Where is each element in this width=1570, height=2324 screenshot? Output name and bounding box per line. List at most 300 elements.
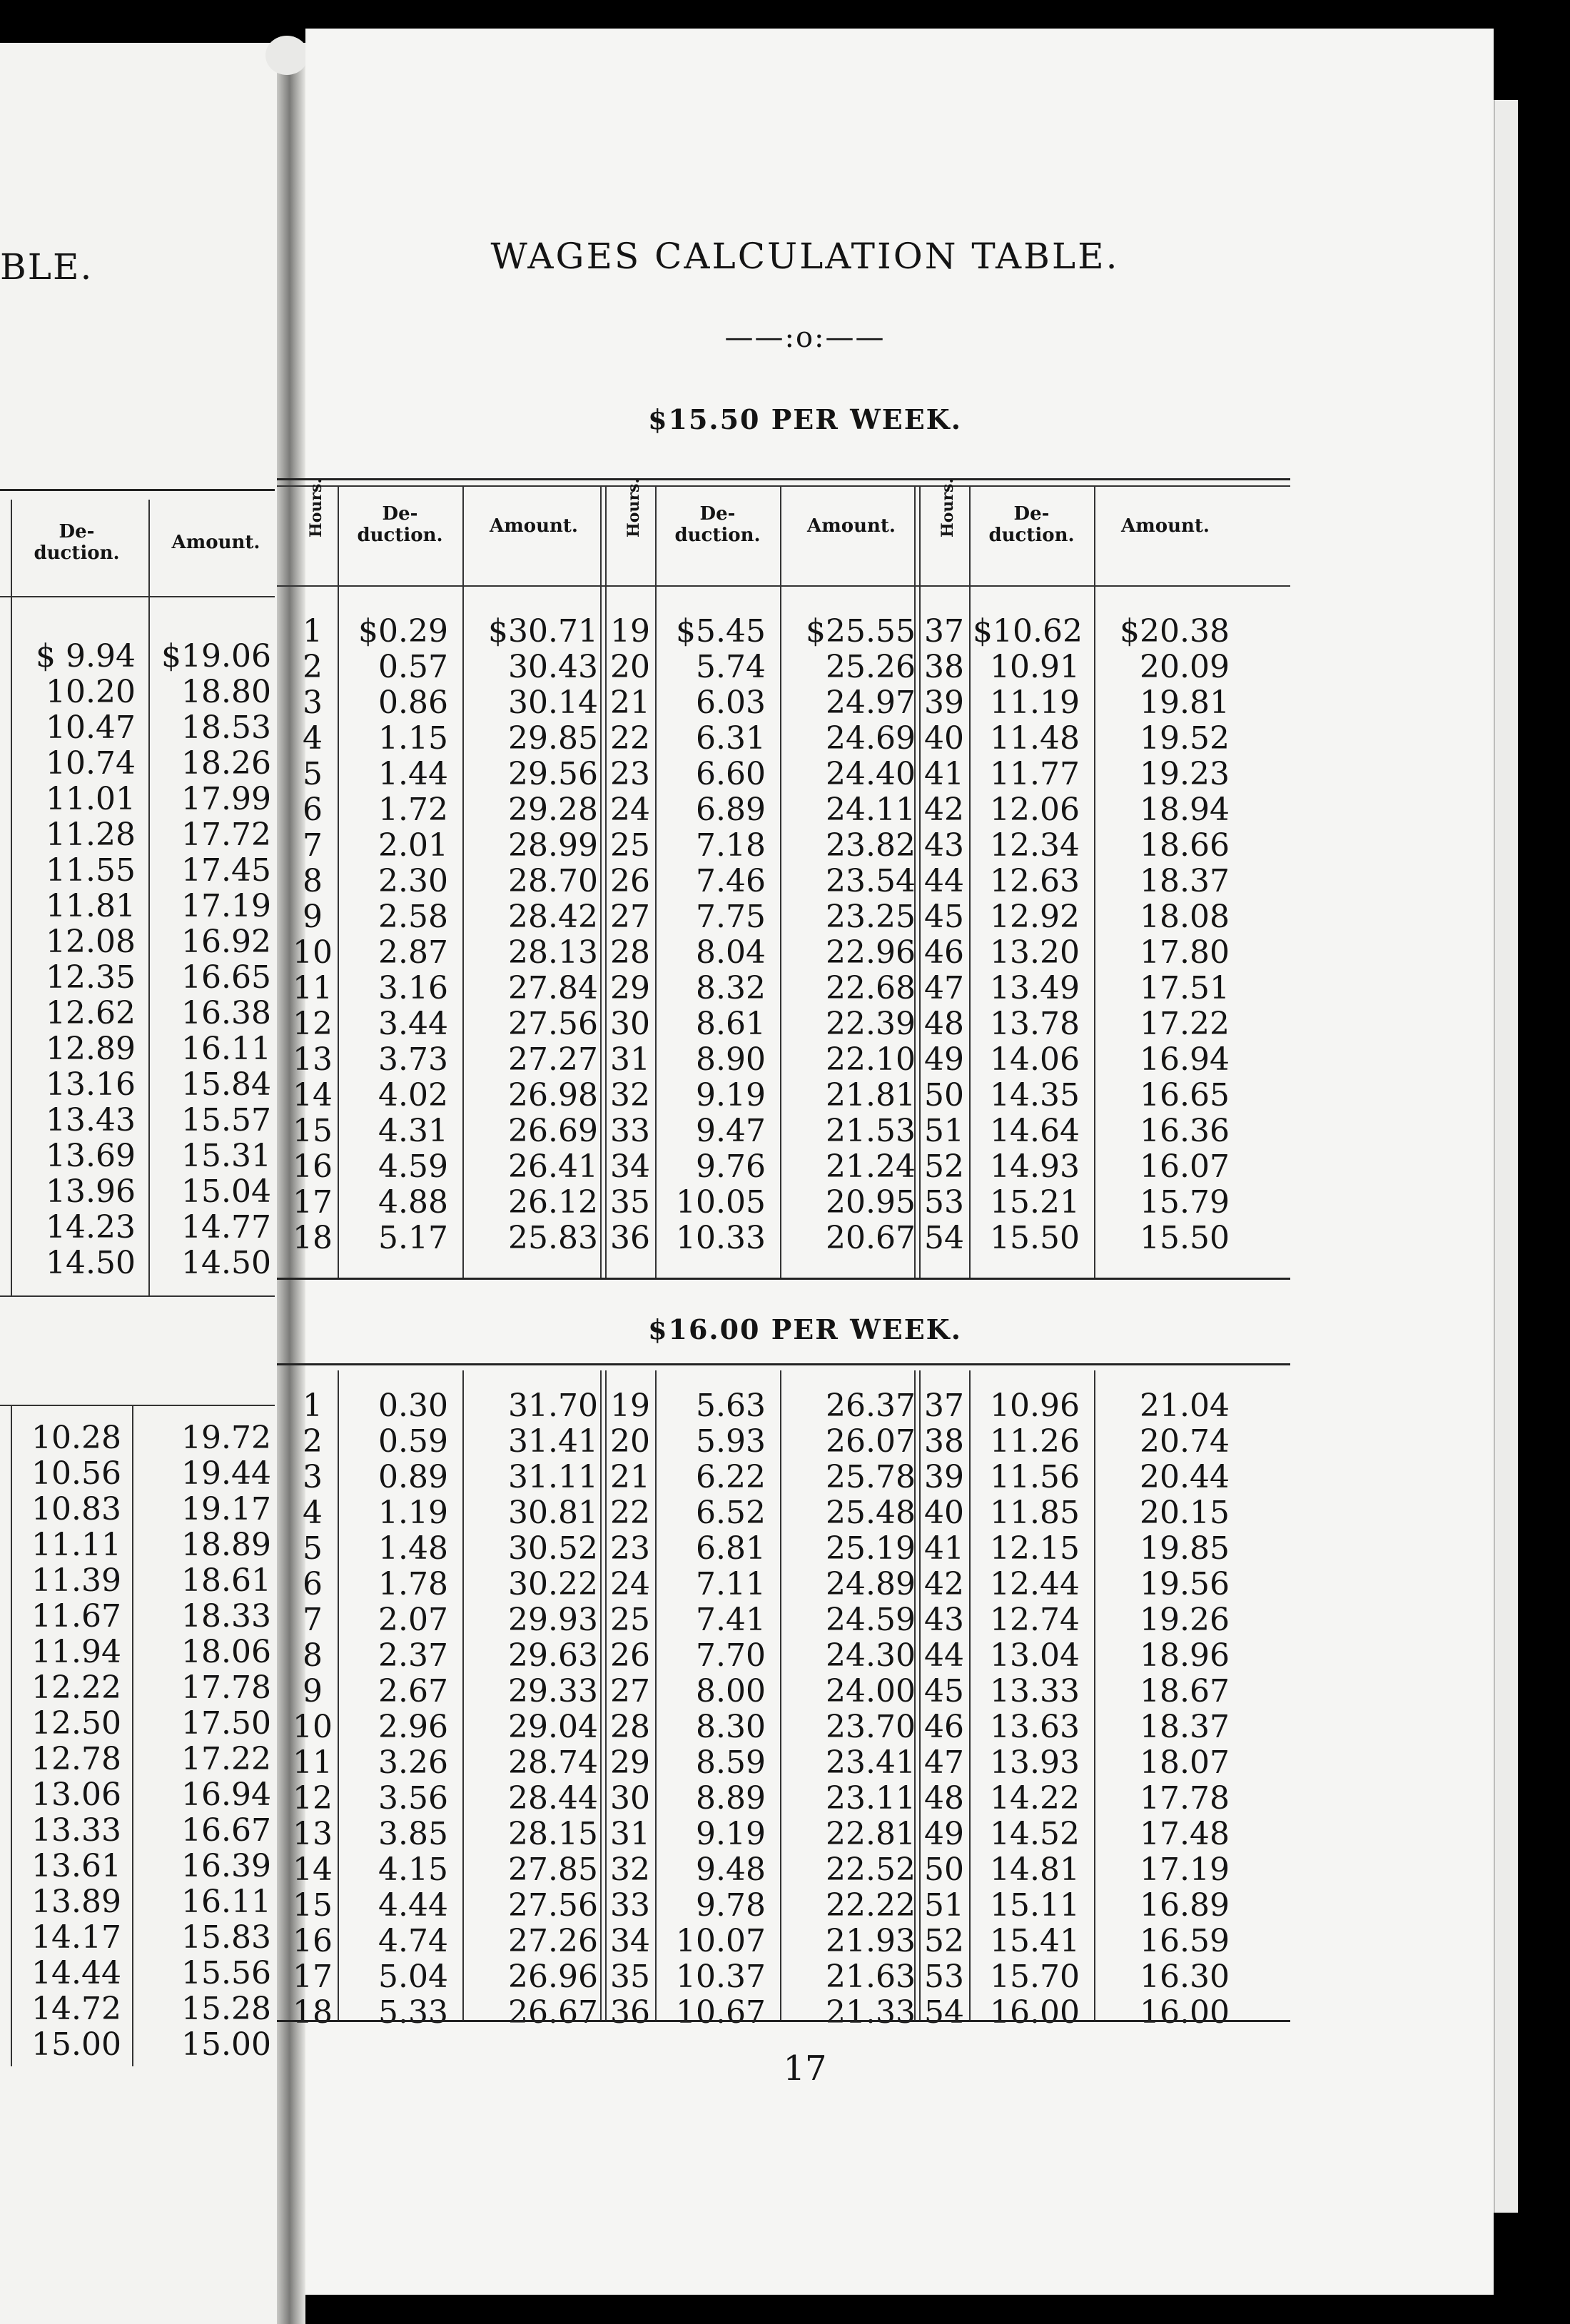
table-cell: 14.44: [31, 1955, 121, 1991]
table-cell: 12.74: [990, 1602, 1080, 1638]
table-cell: 2.01: [378, 827, 448, 864]
left-header-amount: Amount.: [171, 532, 260, 553]
table-cell: 3.26: [378, 1744, 448, 1781]
table-cell: 20: [610, 1423, 650, 1460]
left-header-rule: [0, 596, 275, 597]
table-cell: 11.01: [46, 781, 136, 817]
table-cell: 2.30: [378, 863, 448, 899]
table-cell: 10: [293, 1709, 333, 1745]
table-cell: 4: [303, 720, 323, 757]
table-cell: 18.96: [1140, 1637, 1230, 1674]
table-cell: 10.96: [990, 1388, 1080, 1424]
table-cell: 25.19: [826, 1530, 916, 1567]
table-cell: 29: [610, 1744, 650, 1781]
table-cell: 15.00: [31, 2026, 121, 2063]
table-cell: 20.44: [1140, 1459, 1230, 1495]
table-cell: 8: [303, 863, 323, 899]
table-cell: 46: [924, 934, 964, 971]
table-cell: 0.30: [378, 1388, 448, 1424]
hours-column: [291, 614, 334, 1256]
table-cell: 23.54: [826, 863, 916, 899]
table-cell: 0.57: [378, 649, 448, 685]
table-cell: 17: [293, 1184, 333, 1221]
table-cell: 15.50: [1140, 1220, 1230, 1256]
table-cell: 15.41: [990, 1923, 1080, 1959]
header-amount: Amount.: [490, 515, 578, 537]
table-cell: 19.26: [1140, 1602, 1230, 1638]
table-cell: 3: [303, 684, 323, 721]
table-cell: 2.96: [378, 1709, 448, 1745]
table-cell: 12.22: [31, 1669, 121, 1706]
table-cell: 9.19: [696, 1077, 766, 1113]
hours-column: [609, 1388, 652, 2031]
table-cell: 22.10: [826, 1041, 916, 1078]
table-cell: 18.07: [1140, 1744, 1230, 1781]
table-cell: 30.43: [508, 649, 598, 685]
table-top-rule: [277, 1363, 1290, 1365]
table-header-rule: [277, 585, 1290, 587]
deduction-column: [973, 1388, 1080, 2031]
table-bottom-rule: [277, 2020, 1290, 2022]
table-cell: 10.20: [46, 674, 136, 710]
table-cell: 4.15: [378, 1851, 448, 1888]
table-cell: 40: [924, 720, 964, 757]
table-cell: 13.96: [46, 1173, 136, 1210]
table-cell: 29.28: [508, 792, 598, 828]
table-cell: 51: [924, 1113, 964, 1149]
table-cell: 1.48: [378, 1530, 448, 1567]
table-cell: 13.89: [31, 1884, 121, 1920]
table-cell: 29.63: [508, 1637, 598, 1674]
header-deduction: De- duction.: [357, 503, 443, 546]
table-cell: 16.36: [1140, 1113, 1230, 1149]
table-cell: 16.67: [181, 1812, 271, 1849]
table-cell: 2.67: [378, 1673, 448, 1709]
deduction-column: [659, 1388, 766, 2031]
table-cell: 9.19: [696, 1816, 766, 1852]
amount-column: [1098, 1388, 1230, 2031]
column-rule: [655, 1370, 657, 2020]
table-cell: 16.00: [990, 1994, 1080, 2031]
section-heading-1550: $15.50 PER WEEK.: [648, 403, 962, 435]
table-cell: 17: [293, 1959, 333, 1995]
table-cell: 9.76: [696, 1148, 766, 1185]
paper-blot: [265, 36, 308, 75]
table-cell: 33: [610, 1887, 650, 1924]
table-cell: 28.13: [508, 934, 598, 971]
table-cell: 10.74: [46, 745, 136, 782]
table-cell: 44: [924, 863, 964, 899]
column-rule: [780, 485, 781, 1278]
table-cell: 13.20: [990, 934, 1080, 971]
table-cell: 16.11: [181, 1031, 271, 1067]
table-cell: 52: [924, 1923, 964, 1959]
table-cell: 10.37: [676, 1959, 766, 1995]
left-table1-top-rule: [0, 489, 275, 491]
table-cell: 31.70: [508, 1388, 598, 1424]
table-cell: 6.22: [696, 1459, 766, 1495]
column-rule: [655, 485, 657, 1278]
table-cell: 43: [924, 827, 964, 864]
table-cell: 26.98: [508, 1077, 598, 1113]
table-cell: 49: [924, 1041, 964, 1078]
table-cell: 7: [303, 1602, 323, 1638]
table-cell: 8.90: [696, 1041, 766, 1078]
table-cell: 54: [924, 1220, 964, 1256]
table-cell: 25: [610, 1602, 650, 1638]
table-cell: 29.93: [508, 1602, 598, 1638]
group-divider-rule: [600, 485, 607, 1278]
table-cell: 7.18: [696, 827, 766, 864]
table-cell: 10.47: [46, 709, 136, 746]
table-cell: 21.63: [826, 1959, 916, 1995]
table-cell: 28.74: [508, 1744, 598, 1781]
table-cell: 11.19: [990, 684, 1080, 721]
table-cell: 19.85: [1140, 1530, 1230, 1567]
table-cell: 23.11: [826, 1780, 916, 1817]
table-cell: 13.93: [990, 1744, 1080, 1781]
table-cell: 20.95: [826, 1184, 916, 1221]
table-cell: 2: [303, 649, 323, 685]
table-cell: 5.04: [378, 1959, 448, 1995]
table-cell: 28.44: [508, 1780, 598, 1817]
table-cell: 6.52: [696, 1495, 766, 1531]
table-cell: 4.31: [378, 1113, 448, 1149]
table-cell: 1.44: [378, 756, 448, 792]
table-cell: 19: [610, 613, 650, 650]
table-cell: 18.37: [1140, 863, 1230, 899]
table-cell: 14.64: [990, 1113, 1080, 1149]
table-cell: 14.23: [46, 1209, 136, 1246]
table-cell: 28: [610, 934, 650, 971]
table-cell: 21.53: [826, 1113, 916, 1149]
table-cell: 12.50: [31, 1705, 121, 1742]
table-cell: 8.04: [696, 934, 766, 971]
table-cell: 15.84: [181, 1066, 271, 1103]
table-cell: 28.70: [508, 863, 598, 899]
table-cell: 2.07: [378, 1602, 448, 1638]
table-cell: 25.78: [826, 1459, 916, 1495]
table-cell: 16.38: [181, 995, 271, 1031]
table-cell: 19: [610, 1388, 650, 1424]
table-cell: 10.83: [31, 1491, 121, 1527]
table-cell: 43: [924, 1602, 964, 1638]
table-cell: 12: [293, 1780, 333, 1817]
table-cell: 17.51: [1140, 970, 1230, 1006]
table-cell: 41: [924, 1530, 964, 1567]
left-page: [0, 43, 278, 2324]
table-cell: 23.41: [826, 1744, 916, 1781]
table-cell: 11: [293, 970, 333, 1006]
table-cell: 31: [610, 1041, 650, 1078]
table-cell: 14.81: [990, 1851, 1080, 1888]
table-cell: 20: [610, 649, 650, 685]
table-cell: 11.26: [990, 1423, 1080, 1460]
table-cell: 18.66: [1140, 827, 1230, 864]
table-cell: 2.87: [378, 934, 448, 971]
table-cell: 26.41: [508, 1148, 598, 1185]
table-cell: 50: [924, 1077, 964, 1113]
table-cell: 10.56: [31, 1455, 121, 1492]
title-divider: ——:o:——: [724, 321, 886, 354]
table-cell: 18.26: [181, 745, 271, 782]
left-vrule: [11, 500, 12, 1295]
table-bottom-rule: [277, 1278, 1290, 1280]
table-cell: 7.70: [696, 1637, 766, 1674]
table-cell: 15.70: [990, 1959, 1080, 1995]
column-rule: [338, 485, 339, 1278]
table-cell: 4.02: [378, 1077, 448, 1113]
table-cell: 42: [924, 792, 964, 828]
table-cell: 21.33: [826, 1994, 916, 2031]
table-cell: 8.30: [696, 1709, 766, 1745]
table-cell: 3: [303, 1459, 323, 1495]
table-cell: 1.78: [378, 1566, 448, 1602]
table-cell: 16.65: [181, 959, 271, 996]
column-rule: [780, 1370, 781, 2020]
table-cell: 15: [293, 1887, 333, 1924]
table-cell: 23.82: [826, 827, 916, 864]
table-cell: 13: [293, 1816, 333, 1852]
table-cell: 15.83: [181, 1919, 271, 1956]
table-cell: 31: [610, 1816, 650, 1852]
table-cell: 15.00: [181, 2026, 271, 2063]
table-cell: 15.79: [1140, 1184, 1230, 1221]
table-cell: 6.03: [696, 684, 766, 721]
table-cell: 20.67: [826, 1220, 916, 1256]
table-cell: 25.83: [508, 1220, 598, 1256]
table-cell: 31.11: [508, 1459, 598, 1495]
table-cell: 17.50: [181, 1705, 271, 1742]
table-cell: 37: [924, 613, 964, 650]
table-cell: 19.81: [1140, 684, 1230, 721]
table-cell: 17.22: [1140, 1006, 1230, 1042]
table-top-rule-inner: [277, 485, 1290, 487]
table-cell: 20.15: [1140, 1495, 1230, 1531]
left-vrule: [132, 1406, 133, 2066]
table-cell: 2.58: [378, 899, 448, 935]
group-divider-rule: [914, 1370, 921, 2020]
amount-column: [784, 614, 916, 1256]
table-cell: 11.81: [46, 888, 136, 924]
header-amount: Amount.: [1121, 515, 1210, 537]
table-cell: 12.08: [46, 924, 136, 960]
table-cell: 38: [924, 649, 964, 685]
table-cell: 16.11: [181, 1884, 271, 1920]
table-cell: 13.06: [31, 1777, 121, 1813]
table-cell: 28.99: [508, 827, 598, 864]
table-cell: 6: [303, 1566, 323, 1602]
table-cell: 11.67: [31, 1598, 121, 1635]
table-cell: 24.30: [826, 1637, 916, 1674]
table-cell: 21.93: [826, 1923, 916, 1959]
table-cell: 13.78: [990, 1006, 1080, 1042]
table-cell: 26.96: [508, 1959, 598, 1995]
table-cell: 15.28: [181, 1991, 271, 2027]
table-cell: 16.07: [1140, 1148, 1230, 1185]
table-cell: 16.00: [1140, 1994, 1230, 2031]
deduction-column: [659, 614, 766, 1256]
table-cell: 29.04: [508, 1709, 598, 1745]
table-cell: 3.73: [378, 1041, 448, 1078]
table-cell: $ 9.94: [36, 638, 136, 675]
table-cell: 4.74: [378, 1923, 448, 1959]
table-cell: 24.11: [826, 792, 916, 828]
table-cell: 7.46: [696, 863, 766, 899]
table-cell: $19.06: [161, 638, 271, 675]
table-cell: 19.17: [181, 1491, 271, 1527]
column-rule: [969, 485, 971, 1278]
table-cell: 10.67: [676, 1994, 766, 2031]
table-cell: 51: [924, 1887, 964, 1924]
table-cell: 8.00: [696, 1673, 766, 1709]
column-rule: [969, 1370, 971, 2020]
table-cell: 32: [610, 1077, 650, 1113]
table-cell: 27: [610, 1673, 650, 1709]
table-cell: 11.48: [990, 720, 1080, 757]
table-cell: 17.45: [181, 852, 271, 889]
table-cell: 18.80: [181, 674, 271, 710]
table-cell: 10.91: [990, 649, 1080, 685]
table-cell: 39: [924, 684, 964, 721]
table-cell: 17.19: [1140, 1851, 1230, 1888]
table-cell: 12.06: [990, 792, 1080, 828]
table-cell: 21.81: [826, 1077, 916, 1113]
table-cell: 5: [303, 1530, 323, 1567]
table-cell: 36: [610, 1994, 650, 2031]
table-cell: 18.67: [1140, 1673, 1230, 1709]
table-cell: 9.48: [696, 1851, 766, 1888]
table-cell: $10.62: [973, 613, 1083, 650]
table-cell: 11.85: [990, 1495, 1080, 1531]
column-rule: [462, 485, 464, 1278]
table-cell: 14.06: [990, 1041, 1080, 1078]
table-cell: 27.26: [508, 1923, 598, 1959]
table-cell: 5.33: [378, 1994, 448, 2031]
table-cell: 10.33: [676, 1220, 766, 1256]
table-cell: 12.89: [46, 1031, 136, 1067]
table-cell: 10.28: [31, 1420, 121, 1456]
table-cell: 18.61: [181, 1562, 271, 1599]
left-page-title-fragment: BLE.: [0, 246, 93, 288]
table-cell: 18.33: [181, 1598, 271, 1635]
page-edge: [1494, 100, 1518, 2213]
left-table2-amounts: [136, 1420, 271, 2063]
table-cell: 4.88: [378, 1184, 448, 1221]
table-cell: 8.32: [696, 970, 766, 1006]
left-table2-deductions: [0, 1420, 121, 2063]
table-cell: 1.15: [378, 720, 448, 757]
table-cell: 14.93: [990, 1148, 1080, 1185]
table-cell: 15.21: [990, 1184, 1080, 1221]
table-cell: 38: [924, 1423, 964, 1460]
table-cell: 26.07: [826, 1423, 916, 1460]
table-cell: 8: [303, 1637, 323, 1674]
table-cell: 23: [610, 1530, 650, 1567]
deduction-column: [341, 614, 448, 1256]
table-cell: 39: [924, 1459, 964, 1495]
table-cell: 21: [610, 1459, 650, 1495]
table-cell: 18: [293, 1994, 333, 2031]
table-cell: 13.63: [990, 1709, 1080, 1745]
table-cell: 13.43: [46, 1102, 136, 1138]
table-cell: 14.35: [990, 1077, 1080, 1113]
table-cell: 32: [610, 1851, 650, 1888]
table-cell: 24: [610, 1566, 650, 1602]
table-cell: 14.52: [990, 1816, 1080, 1852]
table-cell: 22.68: [826, 970, 916, 1006]
table-cell: 17.19: [181, 888, 271, 924]
table-cell: 5.74: [696, 649, 766, 685]
table-cell: 10.07: [676, 1923, 766, 1959]
table-cell: 46: [924, 1709, 964, 1745]
table-cell: 30: [610, 1006, 650, 1042]
table-cell: 3.56: [378, 1780, 448, 1817]
table-cell: 5.93: [696, 1423, 766, 1460]
table-cell: 14.72: [31, 1991, 121, 2027]
table-cell: 36: [610, 1220, 650, 1256]
table-cell: 50: [924, 1851, 964, 1888]
table-cell: 33: [610, 1113, 650, 1149]
table-cell: 41: [924, 756, 964, 792]
table-cell: 30: [610, 1780, 650, 1817]
table-cell: 34: [610, 1923, 650, 1959]
table-cell: 12.63: [990, 863, 1080, 899]
table-cell: 6.89: [696, 792, 766, 828]
table-cell: 12.62: [46, 995, 136, 1031]
header-hours: [302, 478, 330, 537]
table-cell: 24.00: [826, 1673, 916, 1709]
table-cell: 16.65: [1140, 1077, 1230, 1113]
hours-column: [923, 1388, 966, 2031]
table-cell: 13.33: [31, 1812, 121, 1849]
table-cell: 17.99: [181, 781, 271, 817]
table-cell: 16.39: [181, 1848, 271, 1884]
table-cell: 5: [303, 756, 323, 792]
table-cell: 12.78: [31, 1741, 121, 1777]
table-cell: 8.89: [696, 1780, 766, 1817]
group-divider-rule: [914, 485, 921, 1278]
table-cell: 0.59: [378, 1423, 448, 1460]
table-cell: 24.40: [826, 756, 916, 792]
table-cell: 29: [610, 970, 650, 1006]
table-cell: 10: [293, 934, 333, 971]
table-cell: 7.11: [696, 1566, 766, 1602]
table-cell: 14: [293, 1851, 333, 1888]
table-cell: 13.16: [46, 1066, 136, 1103]
table-cell: 18.08: [1140, 899, 1230, 935]
table-cell: 22.22: [826, 1887, 916, 1924]
table-cell: 16: [293, 1148, 333, 1185]
table-cell: 26.12: [508, 1184, 598, 1221]
table-cell: 3.85: [378, 1816, 448, 1852]
column-rule: [1094, 485, 1095, 1278]
table-cell: 54: [924, 1994, 964, 2031]
table-cell: 53: [924, 1184, 964, 1221]
table-cell: 22.96: [826, 934, 916, 971]
table-cell: 52: [924, 1148, 964, 1185]
table-cell: 17.78: [181, 1669, 271, 1706]
table-cell: 6: [303, 792, 323, 828]
table-cell: 11.55: [46, 852, 136, 889]
table-cell: 20.09: [1140, 649, 1230, 685]
table-cell: 11: [293, 1744, 333, 1781]
amount-column: [466, 614, 598, 1256]
table-cell: 15.04: [181, 1173, 271, 1210]
table-cell: 1.72: [378, 792, 448, 828]
table-cell: 13.33: [990, 1673, 1080, 1709]
table-cell: 14.50: [46, 1245, 136, 1281]
